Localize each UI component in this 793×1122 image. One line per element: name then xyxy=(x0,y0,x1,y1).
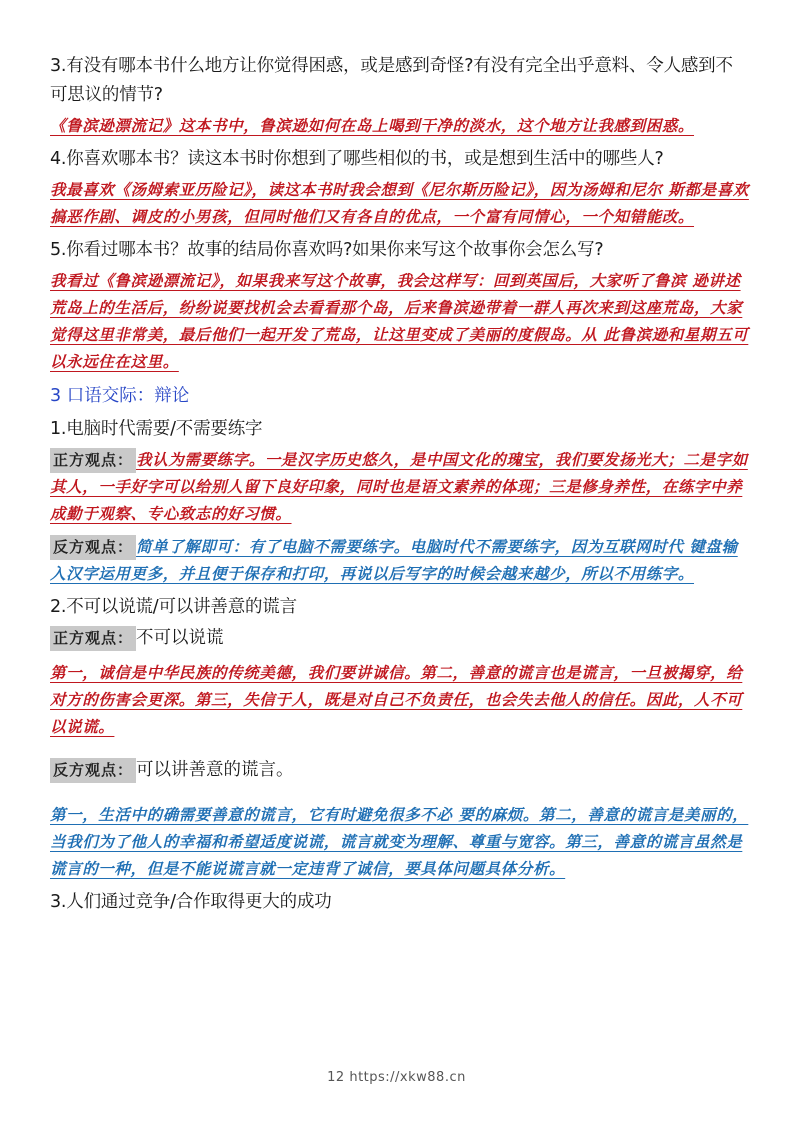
debate-2-con-head xyxy=(50,756,750,785)
debate-2-con-claim: 可以讲善意的谎言。 xyxy=(136,760,294,780)
answer-3 xyxy=(50,112,750,139)
debate-3-title: 3.人们通过竞争/合作取得更大的成功 xyxy=(50,892,332,912)
debate-1-pro xyxy=(50,446,750,527)
question-5: 5.你看过哪本书？故事的结局你喜欢吗?如果你来写这个故事你会怎么写? xyxy=(50,240,604,260)
debate-2-pro xyxy=(50,659,750,740)
answer-4-text: 我最喜欢《汤姆索亚历险记》，读这本书时我会想到《尼尔斯历险记》，因为汤姆和尼尔 斯都是喜欢搞恶作剧、调皮的小男孩，但同时他们又有各自的优点，一个富有同情心，一个知错能改。 xyxy=(50,180,749,226)
answer-3-text: 《鲁滨逊漂流记》这本书中，鲁滨逊如何在岛上喝到干净的淡水，这个地方让我感到困惑。 xyxy=(50,116,695,135)
pro-label: 正方观点： xyxy=(50,448,136,473)
section-heading: 3 口语交际：辩论 xyxy=(50,386,190,406)
pro-label: 正方观点： xyxy=(50,626,136,651)
con-label: 反方观点： xyxy=(50,758,136,783)
debate-1-title: 1.电脑时代需要/不需要练字 xyxy=(50,419,263,439)
question-3: 3.有没有哪本书什么地方让你觉得困惑，或是感到奇怪?有没有完全出乎意料、令人感到不 可思议的情节? xyxy=(50,56,733,105)
debate-2-pro-text: 第一，诚信是中华民族的传统美德，我们要讲诚信。第二，善意的谎言也是谎言，一旦被揭穿，给对方的伤害会更深。第三，失信于人，既是对自己不负责任，也会失去他人的信任。因此，人不可以说谎。 xyxy=(50,663,743,736)
answer-5 xyxy=(50,267,750,375)
answer-4 xyxy=(50,176,750,230)
con-label: 反方观点： xyxy=(50,535,136,560)
debate-2-con-text: 第一，生活中的确需要善意的谎言，它有时避免很多不必 要的麻烦。第二，善意的谎言是美丽的，当我们为了他人的幸福和希望适度说谎，谎言就变为理解、尊重与宽容。第三，善意的谎言虽然是谎言的一种，但是不能说谎言就一定违背了诚信，要具体问题具体分析。 xyxy=(50,805,749,878)
document-page xyxy=(50,52,750,919)
debate-2-pro-claim: 不可以说谎 xyxy=(136,628,224,648)
debate-2-pro-head xyxy=(50,624,750,653)
debate-1-con-text: 简单了解即可：有了电脑不需要练字。电脑时代不需要练字，因为互联网时代 键盘输入汉字运用更多，并且便于保存和打印，再说以后写字的时候会越来越少，所以不用练字。 xyxy=(50,537,738,583)
question-4: 4.你喜欢哪本书？读这本书时你想到了哪些相似的书，或是想到生活中的哪些人? xyxy=(50,149,664,169)
debate-2-con xyxy=(50,801,750,882)
answer-5-text: 我看过《鲁滨逊漂流记》，如果我来写这个故事，我会这样写：回到英国后，大家听了鲁滨 逊讲述荒岛上的生活后，纷纷说要找机会去看看那个岛，后来鲁滨逊带着一群人再次来到这座荒岛，大家觉得这里非常美，最后他们一起开发了荒岛，让这里变成了美丽的度假岛。从 此鲁滨逊和星期五可以永远住在这里。 xyxy=(50,271,749,371)
debate-1-con xyxy=(50,533,750,587)
debate-2-title: 2.不可以说谎/可以讲善意的谎言 xyxy=(50,597,297,617)
page-footer: 12 https://xkw88.cn xyxy=(327,1070,466,1085)
debate-1-pro-text: 我认为需要练字。一是汉字历史悠久，是中国文化的瑰宝，我们要发扬光大；二是字如其人，一手好字可以给别人留下良好印象，同时也是语文素养的体现；三是修身养性，在练字中养成勤于观察、专心致志的好习惯。 xyxy=(50,450,748,523)
